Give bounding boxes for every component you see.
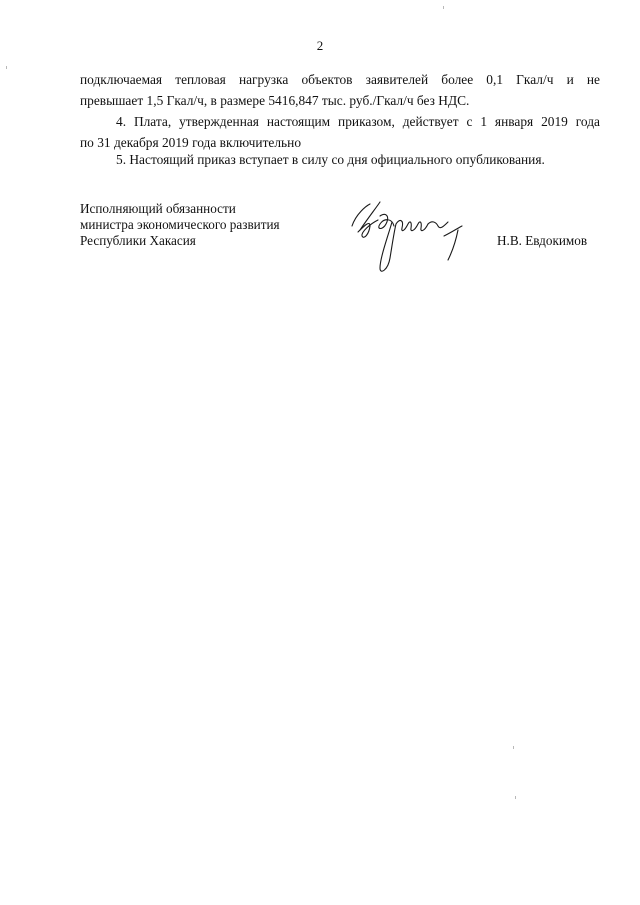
scan-speck	[6, 66, 7, 69]
paragraph-item-5	[80, 149, 600, 170]
scan-speck	[513, 746, 514, 749]
paragraph-tariff-continuation	[80, 69, 600, 111]
handwritten-signature	[340, 196, 470, 276]
paragraph-item-4	[80, 111, 600, 153]
paragraph-line: превышает 1,5 Гкал/ч, в размере 5416,847 тыс. руб./Гкал/ч без НДС.	[80, 93, 470, 108]
scan-speck	[515, 796, 516, 799]
signatory-name: Н.В. Евдокимов	[497, 233, 588, 248]
scan-speck	[443, 6, 444, 9]
paragraph-line: 5. Настоящий приказ вступает в силу со дня официального опубликования.	[116, 152, 545, 167]
paragraph-line: подключаемая тепловая нагрузка объектов заявителей более 0,1 Гкал/ч и не	[80, 72, 600, 87]
paragraph-line: по 31 декабря 2019 года включительно	[80, 135, 302, 150]
page-number: 2	[316, 38, 324, 53]
signatory-position-line: Республики Хакасия	[80, 233, 196, 248]
paragraph-line: 4. Плата, утвержденная настоящим приказом, действует с 1 января 2019 года	[116, 114, 600, 129]
signatory-position	[80, 201, 280, 249]
signatory-position-line: министра экономического развития	[80, 217, 280, 232]
signatory-position-line: Исполняющий обязанности	[80, 201, 236, 216]
